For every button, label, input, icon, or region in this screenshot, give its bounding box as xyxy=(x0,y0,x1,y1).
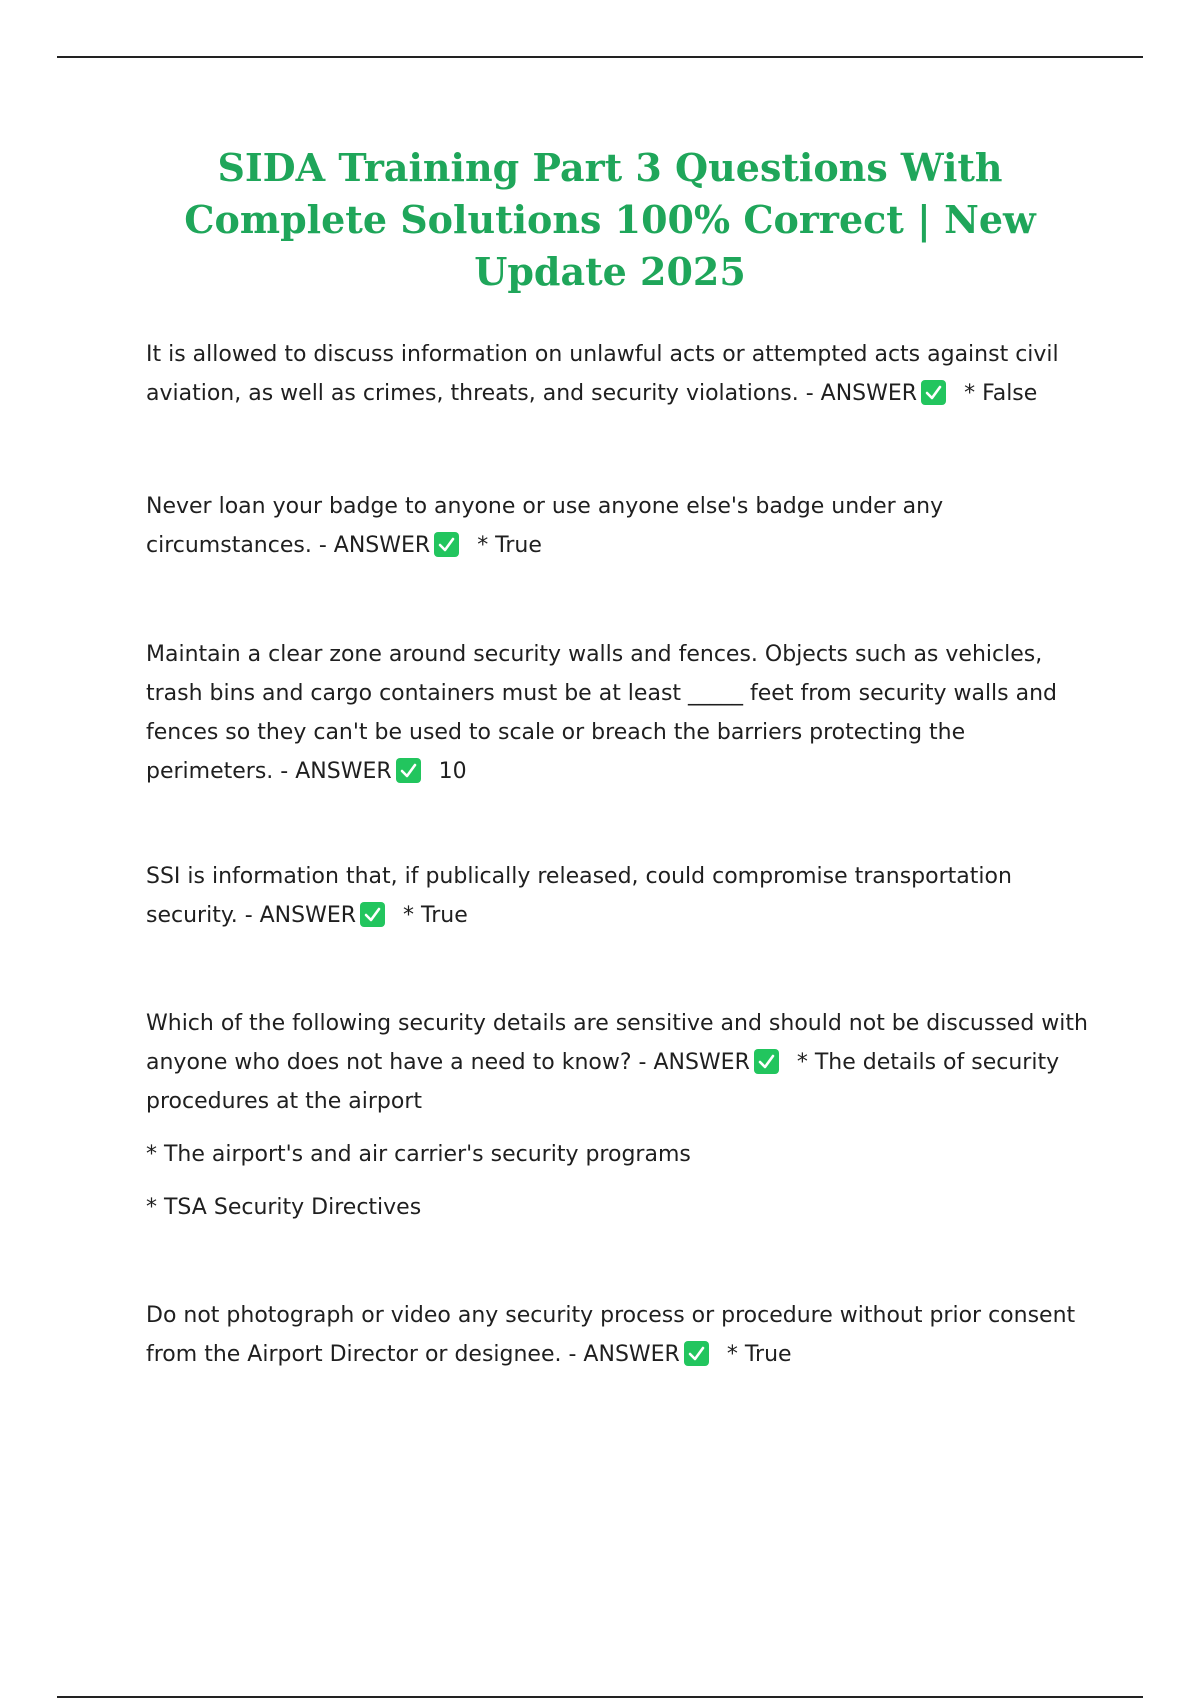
question-2: Never loan your badge to anyone or use anyone else's badge under any circumstances. xyxy=(146,494,944,558)
qa-item-6 xyxy=(146,1296,1096,1374)
qa-question-text xyxy=(146,335,1096,413)
answer-2: * True xyxy=(477,533,542,558)
answer-label: - ANSWER xyxy=(244,903,357,928)
qa-question-text xyxy=(146,1004,1096,1121)
answer-5: * The details of security procedures at the airport xyxy=(146,1050,1060,1114)
qa-question-text xyxy=(146,487,1096,565)
qa-question-text xyxy=(146,1296,1096,1374)
qa-item-2 xyxy=(146,487,1096,565)
check-icon xyxy=(434,532,459,557)
question-1: It is allowed to discuss information on unlawful acts or attempted acts against civil aviation, as well as crimes, threats, and security violations. xyxy=(146,342,1059,406)
answer-bullet: * The airport's and air carrier's security programs xyxy=(146,1142,691,1167)
answer-label: - ANSWER xyxy=(318,533,431,558)
answer-label: - ANSWER xyxy=(805,381,918,406)
check-icon xyxy=(360,902,385,927)
top-rule xyxy=(57,56,1143,58)
bottom-rule xyxy=(57,1696,1143,1698)
qa-question-text xyxy=(146,857,1096,935)
qa-item-3 xyxy=(146,635,1096,791)
question-6: Do not photograph or video any security process or procedure without prior consent from the Airport Director or designee. xyxy=(146,1303,1076,1367)
question-3: Maintain a clear zone around security walls and fences. Objects such as vehicles, trash bins and cargo containers must be at least _____ feet from security walls and fences so they can't be used to scale or breach the barriers protecting the perimeters. xyxy=(146,642,1058,784)
answer-label: - ANSWER xyxy=(280,759,392,784)
document-title: SIDA Training Part 3 Questions With Complete Solutions 100% Correct | New Update 2025 xyxy=(184,145,1036,294)
qa-item-1 xyxy=(146,335,1096,413)
check-icon xyxy=(754,1049,779,1074)
answer-label: - ANSWER xyxy=(638,1050,750,1075)
question-4: SSI is information that, if publically released, could compromise transportation security. xyxy=(146,864,1012,928)
qa-item-4 xyxy=(146,857,1096,935)
qa-question-text xyxy=(146,635,1096,791)
answer-bullet: * TSA Security Directives xyxy=(146,1195,422,1220)
answer-4: * True xyxy=(403,903,468,928)
check-icon xyxy=(684,1341,709,1366)
question-5: Which of the following security details are sensitive and should not be discussed with anyone who does not have a need to know? xyxy=(146,1011,1088,1075)
answer-3: 10 xyxy=(438,759,467,784)
answer-label: - ANSWER xyxy=(568,1342,680,1367)
answer-6: * True xyxy=(726,1342,792,1367)
answer-1: * False xyxy=(964,381,1038,406)
check-icon xyxy=(396,758,421,783)
check-icon xyxy=(921,380,946,405)
qa-item-5 xyxy=(146,1004,1096,1227)
